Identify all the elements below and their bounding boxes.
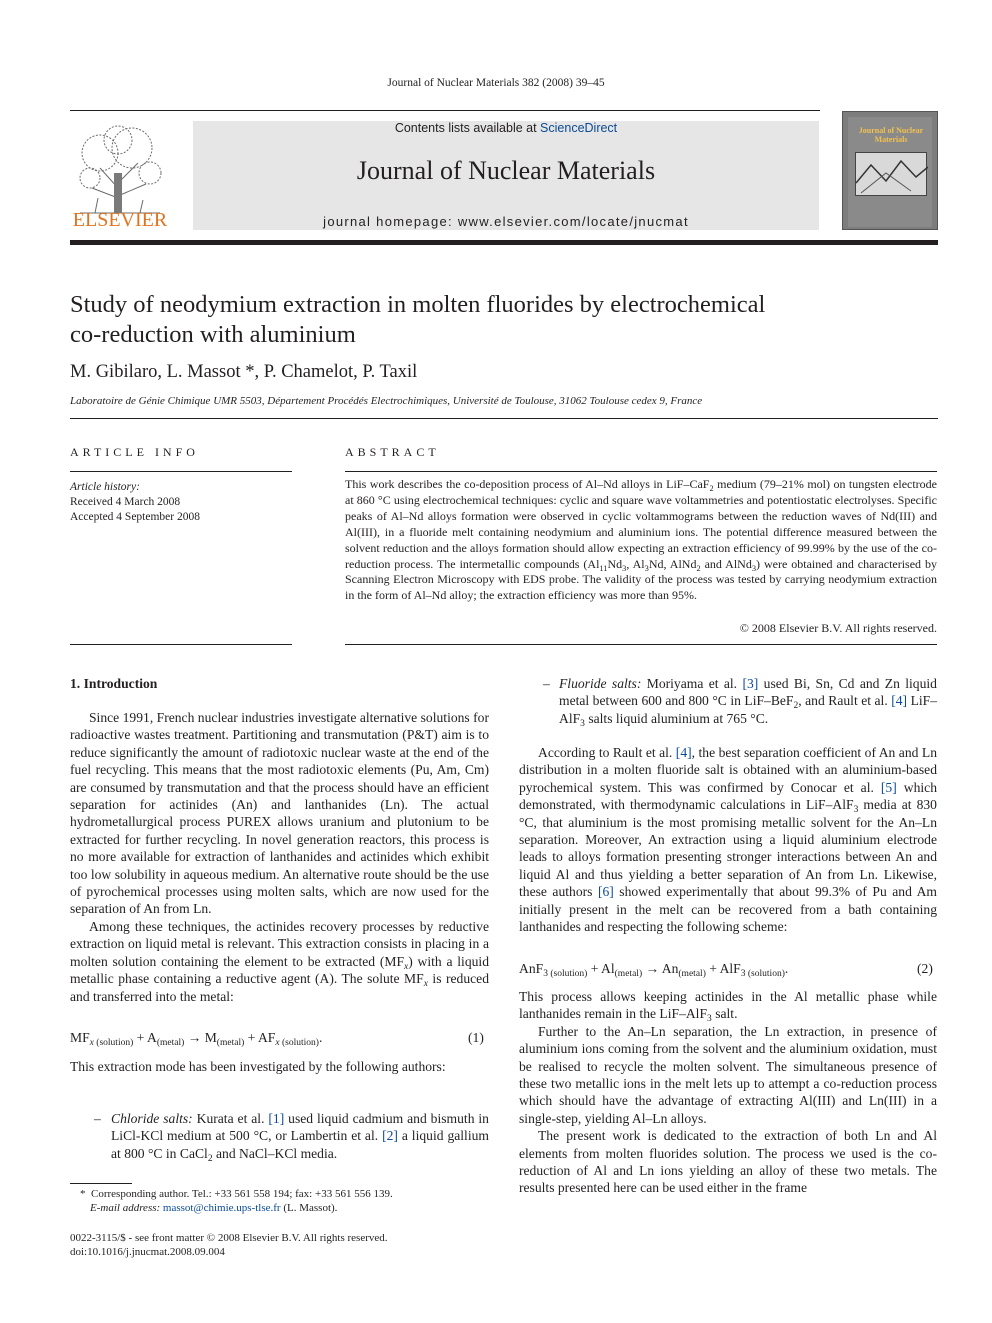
abstract-rule [345, 471, 937, 472]
abstract-copyright: © 2008 Elsevier B.V. All rights reserved. [739, 621, 937, 635]
footnote-issn-doi [70, 1231, 489, 1259]
journal-homepage[interactable]: journal homepage: www.elsevier.com/locate/jnucmat [323, 214, 689, 229]
intro-paragraphs [70, 709, 489, 1005]
equation-2: $AnF_{3 (solution)} + Al_{(metal)} \to An_{(metal)} + AlF_{3 (solution)}$. [519, 961, 789, 979]
list-item-chloride-salts: – Chloride salts: Kurata et al. [1] used liquid cadmium and bismuth in LiCl-KCl medium at 500 °C, or Lambertin et al. [2] a liquid gallium at 800 °C in CaCl$_2$ and NaCl–KCl media. [94, 1111, 489, 1164]
body-paragraph: The present work is dedicated to the extraction of both Ln and Al elements from molten fluorides solution. The process we used is the co-reduction of Al and Ln ions yielding an alloy of these two metals. The results presented here can be used either in the frame [519, 1128, 937, 1196]
list-item-fluoride-salts: – Fluoride salts: Moriyama et al. [3] used Bi, Sn, Cd and Zn liquid metal between 600 and 800 °C in LiF–BeF$_2$, and Rault et al. [4] LiF–AlF$_3$ salts liquid aluminium at 765 °C. [543, 676, 938, 729]
received-date: Received 4 March 2008 [70, 496, 181, 508]
cover-title: Journal of Nuclear Materials [858, 126, 924, 144]
equation-2-number: (2) [917, 961, 933, 976]
cover-figure-icon [856, 153, 928, 197]
intro-paragraph: Among these techniques, the actinides recovery processes by reductive extraction on liquid metal is relevant. This extraction consists in placing in a molten solution containing the element to be extracted $(MF_x)$ with a liquid metallic phase containing a reductive agent (A). The solute $MF_x$ is reduced and transferred into the metal: [70, 918, 489, 1004]
history-label: Article history: [70, 481, 140, 493]
email-label: E-mail address: [90, 1202, 163, 1214]
elsevier-wordmark: ELSEVIER [72, 209, 168, 231]
article-info-bottom-rule [70, 644, 292, 645]
issn-line: 0022-3115/$ - see front matter © 2008 Elsevier B.V. All rights reserved. [70, 1232, 388, 1244]
cover-image [855, 152, 927, 196]
abstract-heading: ABSTRACT [345, 445, 440, 459]
header-top-rule [70, 110, 820, 111]
right-column-paragraphs [519, 744, 937, 935]
equation-1-number: (1) [468, 1030, 484, 1045]
intro-paragraph-cont: This extraction mode has been investigated by the following authors: [70, 1059, 446, 1074]
header-bottom-rule [70, 240, 938, 245]
body-paragraph: According to Rault et al. [4], the best separation coefficient of An and Ln distribution in a molten fluoride salt is obtained with an aluminium-based pyrochemical system. This was confirmed by Conocar et al. [5] which demonstrated, with thermodynamic calculations in LiF–AlF$_3$ media at 830 °C, that aluminium is the most promising metallic solvent for the An–Ln separation. Moreover, An extraction using a liquid aluminium electrode leads to alloys formation presenting stronger interactions between An and liquid Al and thus yielding a better separation of An from Ln. Likewise, these authors [6] showed experimentally that about 99.3% of Pu and Am initially present in the melt can be recovered from a bath containing lanthanides and respecting the following scheme: [519, 745, 938, 935]
doi-line[interactable]: doi:10.1016/j.jnucmat.2008.09.004 [70, 1246, 225, 1258]
article-title-line1: Study of neodymium extraction in molten fluorides by electrochemical [70, 291, 766, 318]
body-paragraph: Further to the An–Ln separation, the Ln extraction, in presence of aluminium ions coming from the solvent and the aluminium oxidation, must be realised to recycle the molten solvent. The simultaneous presence of these two metallic ions in the melt lets up to attempt a co-reduction process which should have the advantage of extracting Al(III) and Ln(III) in a single-step, yielding Al–Ln alloys. [519, 1023, 937, 1126]
equation-1: $MF_{x (solution)} + A_{(metal)} \to M_{(metal)} + AF_{x (solution)}$. [70, 1030, 323, 1048]
body-paragraph: This process allows keeping actinides in the Al metallic phase while lanthanides remain in the LiF–AlF$_3$ salt. [519, 989, 937, 1025]
abstract-bottom-rule [345, 644, 937, 645]
article-authors: M. Gibilaro, L. Massot *, P. Chamelot, P. Taxil [70, 362, 418, 382]
accepted-date: Accepted 4 September 2008 [70, 511, 200, 523]
journal-cover-thumbnail[interactable] [842, 111, 938, 230]
article-info-rule [70, 471, 292, 472]
footnote-corresponding: * Corresponding author. Tel.: +33 561 558 194; fax: +33 561 556 139. E-mail address: massot@chimie.ups-tlse.fr (L. Massot). [80, 1188, 393, 1214]
article-title-line2: co-reduction with aluminium [70, 321, 356, 348]
intro-paragraph: Since 1991, French nuclear industries investigate alternative solutions for radioactive wastes treatment. Partitioning and transmutation (P&T) aim is to reduce significantly the amount of radiotoxic nuclear waste at the end of the fuel recycling. This means that the most radiotoxic elements (Pu, Am, Cm) are consumed by transmutation and that the process should have an efficient separation for actinides (An) and lanthanides (Ln). The actual hydrometallurgical process PUREX allows uranium and plutonium to be extracted for further recycling. In novel generation reactors, this process is no more available for extraction of lanthanides and actinides which exhibit too low solubility in aqueous medium. An alternative route should be the use of pyrochemical processes using molten salts, which are now used for the separation of An from Ln. [70, 710, 489, 917]
journal-title: Journal of Nuclear Materials [356, 156, 656, 185]
right-column-paragraphs-cont [519, 988, 937, 1197]
article-title [70, 290, 930, 350]
article-history [70, 480, 292, 525]
article-info-heading: ARTICLE INFO [70, 445, 199, 459]
footnote-rule [70, 1183, 132, 1184]
corresponding-author-note: Corresponding author. Tel.: +33 561 558 194; fax: +33 561 556 139. [91, 1188, 393, 1200]
contents-prefix: Contents lists available at [394, 121, 541, 135]
email-suffix: (L. Massot). [280, 1202, 338, 1214]
email-link[interactable]: massot@chimie.ups-tlse.fr [162, 1202, 281, 1214]
sciencedirect-link[interactable]: ScienceDirect [540, 121, 618, 135]
abstract-text: This work describes the co-deposition process of Al–Nd alloys in LiF–CaF$_2$ medium (79–21% mol) on tungsten electrode at 860 °C using electrochemical techniques: cyclic and square wave voltammetries and potentiostatic electrolyses. Specific peaks of Al–Nd alloys formation were observed in cyclic voltammograms between the reduction waves of Nd(III) and Al(III), in a fluoride melt containing neodymium and aluminium ions. The potential difference measured between the solvent reduction and the alloys formation should allow expecting an extraction efficiency of 99.99% by the use of the co-reduction process. The intermetallic compounds ($Al_{11}Nd_3$, $Al_3Nd$, AlNd$_2$ and AlNd$_3$) were obtained and characterised by Scanning Electron Microscopy with EDS probe. The validity of the process was tested by carrying neodymium extraction in the form of Al–Nd alloy; the extraction efficiency was more than 95%. [345, 477, 938, 603]
title-rule [70, 418, 938, 419]
section-heading-introduction: 1. Introduction [70, 676, 158, 691]
article-affiliation: Laboratoire de Génie Chimique UMR 5503, Département Procédés Electrochimiques, Université de Toulouse, 31062 Toulouse cedex 9, France [70, 395, 703, 407]
journal-citation: Journal of Nuclear Materials 382 (2008) 39–45 [387, 77, 605, 89]
contents-line [193, 121, 819, 135]
elsevier-logo[interactable] [70, 118, 170, 233]
